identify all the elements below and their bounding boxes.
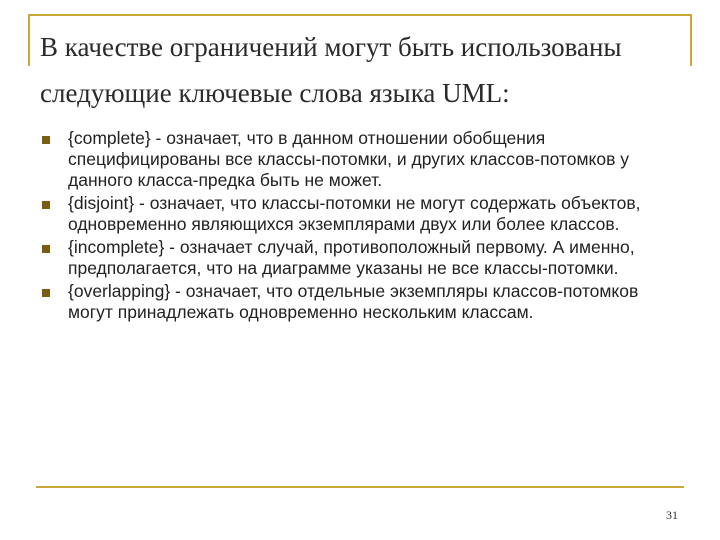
square-bullet-icon <box>42 136 50 144</box>
constraint-list <box>40 128 680 325</box>
slide-title-line-2: следующие ключевые слова языка UML: <box>40 78 510 108</box>
list-item-text: {complete} - означает, что в данном отношении обобщения специфицированы все классы-потомки, и других классов-потомков у данного класса-предка быть не может. <box>68 128 629 190</box>
page-number: 31 <box>666 508 678 522</box>
square-bullet-icon <box>42 289 50 297</box>
list-item-text: {disjoint} - означает, что классы-потомки не могут содержать объектов, одновременно являющихся экземплярами двух или более классов. <box>68 193 641 234</box>
right-decorative-rule <box>690 14 692 66</box>
bottom-decorative-rule <box>36 486 684 488</box>
top-decorative-rule <box>28 14 692 16</box>
square-bullet-icon <box>42 245 50 253</box>
slide-title-line-1: В качестве ограничений могут быть использованы <box>40 32 622 62</box>
list-item <box>40 237 680 279</box>
list-item <box>40 193 680 235</box>
list-item <box>40 281 680 323</box>
slide-title <box>40 24 680 116</box>
list-item-text: {overlapping} - означает, что отдельные экземпляры классов-потомков могут принадлежать одновременно нескольким классам. <box>68 281 639 322</box>
list-item <box>40 128 680 191</box>
left-decorative-rule <box>28 14 30 66</box>
list-item-text: {incomplete} - означает случай, противоположный первому. А именно, предполагается, что на диаграмме указаны не все классы-потомки. <box>68 237 635 278</box>
square-bullet-icon <box>42 201 50 209</box>
